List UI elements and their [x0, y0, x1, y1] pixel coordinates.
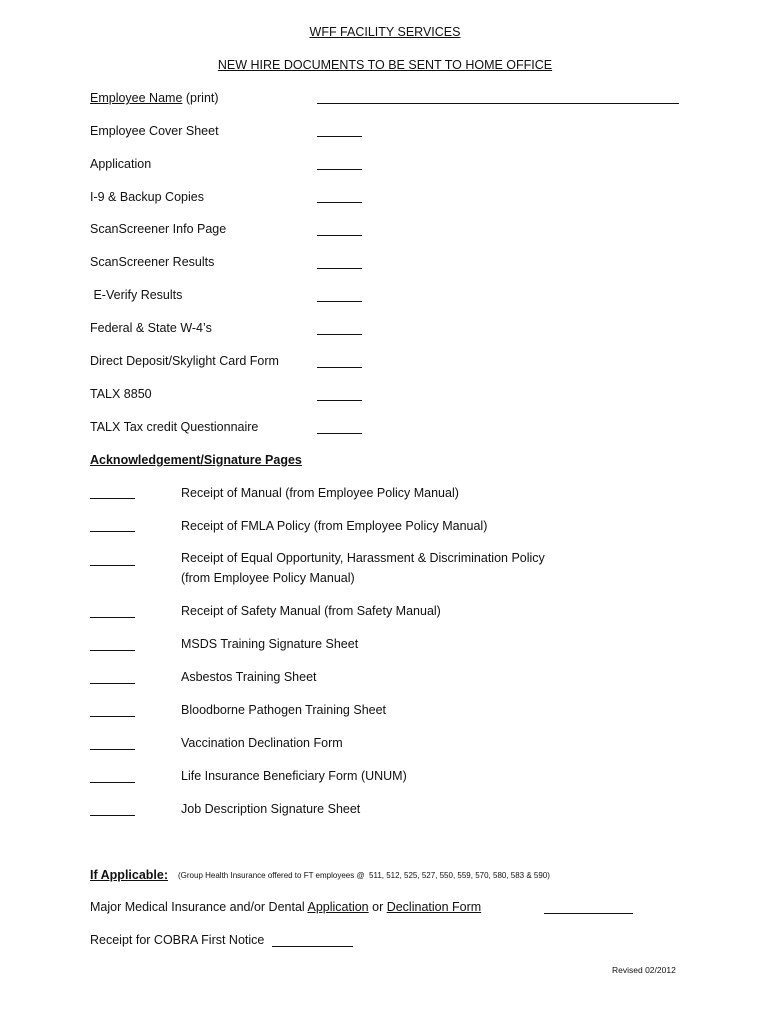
document-label: I-9 & Backup Copies	[90, 190, 204, 204]
acknowledgement-check-blank[interactable]	[90, 531, 135, 532]
acknowledgement-item: Receipt of Equal Opportunity, Harassment & Discrimination Policy	[181, 551, 545, 565]
declination-form-text: Declination Form	[386, 900, 482, 914]
medical-insurance-blank[interactable]	[544, 913, 633, 914]
application-link-text: Application	[307, 900, 369, 914]
document-subtitle: NEW HIRE DOCUMENTS TO BE SENT TO HOME OFFICE	[217, 58, 553, 72]
document-check-blank[interactable]	[317, 235, 362, 236]
document-label: Direct Deposit/Skylight Card Form	[90, 354, 279, 368]
acknowledgement-item: Vaccination Declination Form	[181, 736, 343, 750]
acknowledgement-check-blank[interactable]	[90, 617, 135, 618]
document-check-blank[interactable]	[317, 433, 362, 434]
cobra-blank[interactable]	[272, 946, 353, 947]
document-check-blank[interactable]	[317, 202, 362, 203]
acknowledgement-heading: Acknowledgement/Signature Pages	[90, 453, 302, 467]
acknowledgement-item: MSDS Training Signature Sheet	[181, 637, 359, 651]
acknowledgement-item: Job Description Signature Sheet	[181, 802, 361, 816]
document-check-blank[interactable]	[317, 334, 362, 335]
document-check-blank[interactable]	[317, 400, 362, 401]
employee-name-field[interactable]	[317, 103, 679, 104]
acknowledgement-item-continuation: (from Employee Policy Manual)	[181, 571, 355, 585]
employee-name-label: Employee Name (print)	[90, 91, 219, 105]
document-label: E-Verify Results	[90, 288, 183, 302]
document-title: WFF FACILITY SERVICES	[309, 25, 461, 39]
medical-insurance-line: Major Medical Insurance and/or Dental Application or Declination Form	[90, 900, 482, 914]
document-check-blank[interactable]	[317, 367, 362, 368]
document-check-blank[interactable]	[317, 169, 362, 170]
document-label: ScanScreener Info Page	[90, 222, 227, 236]
document-check-blank[interactable]	[317, 136, 362, 137]
document-label: TALX Tax credit Questionnaire	[90, 420, 259, 434]
acknowledgement-check-blank[interactable]	[90, 498, 135, 499]
acknowledgement-item: Asbestos Training Sheet	[181, 670, 317, 684]
document-check-blank[interactable]	[317, 301, 362, 302]
if-applicable-note: (Group Health Insurance offered to FT employees @ 511, 512, 525, 527, 550, 559, 570, 580, 583 & 590)	[178, 871, 550, 880]
revision-date: Revised 02/2012	[612, 965, 676, 975]
document-label: ScanScreener Results	[90, 255, 215, 269]
acknowledgement-check-blank[interactable]	[90, 749, 135, 750]
document-label: Employee Cover Sheet	[90, 124, 219, 138]
document-label: Federal & State W-4’s	[90, 321, 212, 335]
acknowledgement-item: Receipt of Manual (from Employee Policy Manual)	[181, 486, 459, 500]
acknowledgement-item: Bloodborne Pathogen Training Sheet	[181, 703, 387, 717]
acknowledgement-check-blank[interactable]	[90, 815, 135, 816]
acknowledgement-check-blank[interactable]	[90, 716, 135, 717]
acknowledgement-item: Receipt of FMLA Policy (from Employee Policy Manual)	[181, 519, 488, 533]
document-check-blank[interactable]	[317, 268, 362, 269]
document-label: TALX 8850	[90, 387, 152, 401]
if-applicable-label: If Applicable:	[90, 868, 169, 882]
cobra-label: Receipt for COBRA First Notice	[90, 933, 265, 947]
acknowledgement-check-blank[interactable]	[90, 782, 135, 783]
acknowledgement-check-blank[interactable]	[90, 683, 135, 684]
document-label: Application	[90, 157, 152, 171]
acknowledgement-check-blank[interactable]	[90, 565, 135, 566]
acknowledgement-item: Receipt of Safety Manual (from Safety Manual)	[181, 604, 441, 618]
acknowledgement-item: Life Insurance Beneficiary Form (UNUM)	[181, 769, 407, 783]
acknowledgement-check-blank[interactable]	[90, 650, 135, 651]
